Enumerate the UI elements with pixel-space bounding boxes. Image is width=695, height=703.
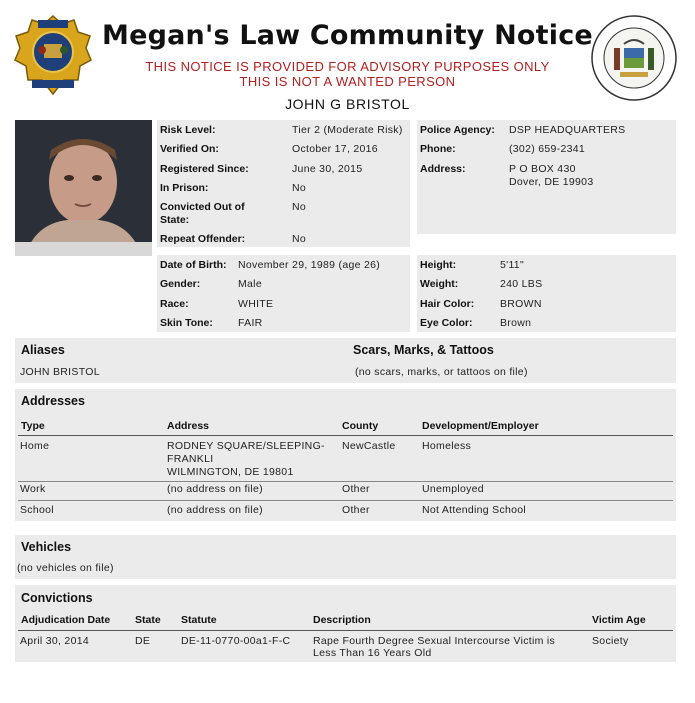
phone-label: Phone: (420, 143, 456, 155)
address-county: Other (342, 504, 370, 516)
conviction-date: April 30, 2014 (20, 635, 89, 647)
address-line: (no address on file) (167, 504, 263, 516)
eye-color-value: Brown (500, 317, 532, 329)
smt-value: (no scars, marks, or tattoos on file) (355, 366, 528, 378)
repeat-offender-label: Repeat Offender: (160, 233, 246, 245)
dob-value: November 29, 1989 (age 26) (238, 259, 381, 271)
address-type: Work (20, 483, 46, 495)
address-col-type: Type (21, 420, 45, 432)
in-prison-value: No (292, 182, 307, 194)
conviction-col-statute: Statute (181, 614, 217, 626)
race-label: Race: (160, 298, 189, 310)
conviction-col-victim-age: Victim Age (592, 614, 646, 626)
addresses-title: Addresses (21, 394, 85, 408)
address-type: School (20, 504, 54, 516)
skin-tone-label: Skin Tone: (160, 317, 213, 329)
address-county: Other (342, 483, 370, 495)
weight-label: Weight: (420, 278, 459, 290)
agency-address-line1: P O BOX 430 (509, 163, 576, 175)
page-title: Megan's Law Community Notice (102, 20, 593, 51)
convicted-out-of-state-value: No (292, 201, 307, 213)
agency-address-line2: Dover, DE 19903 (509, 176, 594, 188)
police-agency-panel (417, 120, 676, 234)
convictions-title: Convictions (21, 591, 93, 605)
phone-value: (302) 659-2341 (509, 143, 586, 155)
conviction-col-date: Adjudication Date (21, 614, 111, 626)
height-value: 5'11" (500, 259, 524, 271)
dob-label: Date of Birth: (160, 259, 227, 271)
conviction-description: Less Than 16 Years Old (313, 647, 432, 659)
hair-color-label: Hair Color: (420, 298, 475, 310)
address-employer: Homeless (422, 440, 472, 452)
row-divider (18, 500, 673, 501)
gender-label: Gender: (160, 278, 201, 290)
conviction-col-description: Description (313, 614, 371, 626)
row-divider (18, 481, 673, 482)
address-line: WILMINGTON, DE 19801 (167, 466, 294, 478)
header-divider (18, 435, 673, 436)
police-agency-label: Police Agency: (420, 124, 495, 136)
eye-color-label: Eye Color: (420, 317, 473, 329)
conviction-statute: DE-11-0770-00a1-F-C (181, 635, 291, 647)
great-seal-of-delaware-icon (590, 14, 678, 102)
vehicles-title: Vehicles (21, 540, 72, 554)
conviction-description: Rape Fourth Degree Sexual Intercourse Victim is (313, 635, 556, 647)
agency-address-label: Address: (420, 163, 466, 175)
address-col-address: Address (167, 420, 210, 432)
conviction-victim-age: Society (592, 635, 629, 647)
addresses-panel (15, 389, 676, 521)
registered-since-value: June 30, 2015 (292, 163, 363, 175)
address-col-employer: Development/Employer (422, 420, 539, 432)
offender-photo (15, 120, 152, 256)
verified-on-value: October 17, 2016 (292, 143, 378, 155)
police-agency-value: DSP HEADQUARTERS (509, 124, 626, 136)
weight-value: 240 LBS (500, 278, 543, 290)
registered-since-label: Registered Since: (160, 163, 249, 175)
address-type: Home (20, 440, 50, 452)
address-employer: Not Attending School (422, 504, 527, 516)
in-prison-label: In Prison: (160, 182, 209, 194)
conviction-col-state: State (135, 614, 161, 626)
alias-value: JOHN BRISTOL (20, 366, 100, 378)
address-col-county: County (342, 420, 379, 432)
risk-level-label: Risk Level: (160, 124, 216, 136)
address-line: (no address on file) (167, 483, 263, 495)
address-line: RODNEY SQUARE/SLEEPING- (167, 440, 325, 452)
verified-on-label: Verified On: (160, 143, 219, 155)
conviction-state: DE (135, 635, 151, 647)
convictions-panel (15, 585, 676, 662)
vehicles-value: (no vehicles on file) (17, 562, 114, 574)
not-wanted-notice: THIS IS NOT A WANTED PERSON (239, 74, 456, 89)
race-value: WHITE (238, 298, 274, 310)
aliases-title: Aliases (21, 343, 65, 357)
address-employer: Unemployed (422, 483, 484, 495)
address-line: FRANKLI (167, 453, 214, 465)
convicted-out-of-state-label: Convicted Out of State: (160, 201, 245, 226)
physical-description-right (417, 255, 676, 332)
physical-description-left (157, 255, 410, 332)
address-county: NewCastle (342, 440, 396, 452)
registration-panel (157, 120, 410, 247)
offender-name: JOHN G BRISTOL (285, 96, 410, 112)
height-label: Height: (420, 259, 457, 271)
smt-title: Scars, Marks, & Tattoos (353, 343, 494, 357)
gender-value: Male (238, 278, 262, 290)
aliases-smt-panel (15, 338, 676, 383)
risk-level-value: Tier 2 (Moderate Risk) (292, 124, 403, 136)
skin-tone-value: FAIR (238, 317, 263, 329)
header-divider (18, 630, 673, 631)
repeat-offender-value: No (292, 233, 307, 245)
vehicles-panel (15, 535, 676, 579)
advisory-notice: THIS NOTICE IS PROVIDED FOR ADVISORY PURPOSES ONLY (145, 59, 550, 74)
hair-color-value: BROWN (500, 298, 542, 310)
